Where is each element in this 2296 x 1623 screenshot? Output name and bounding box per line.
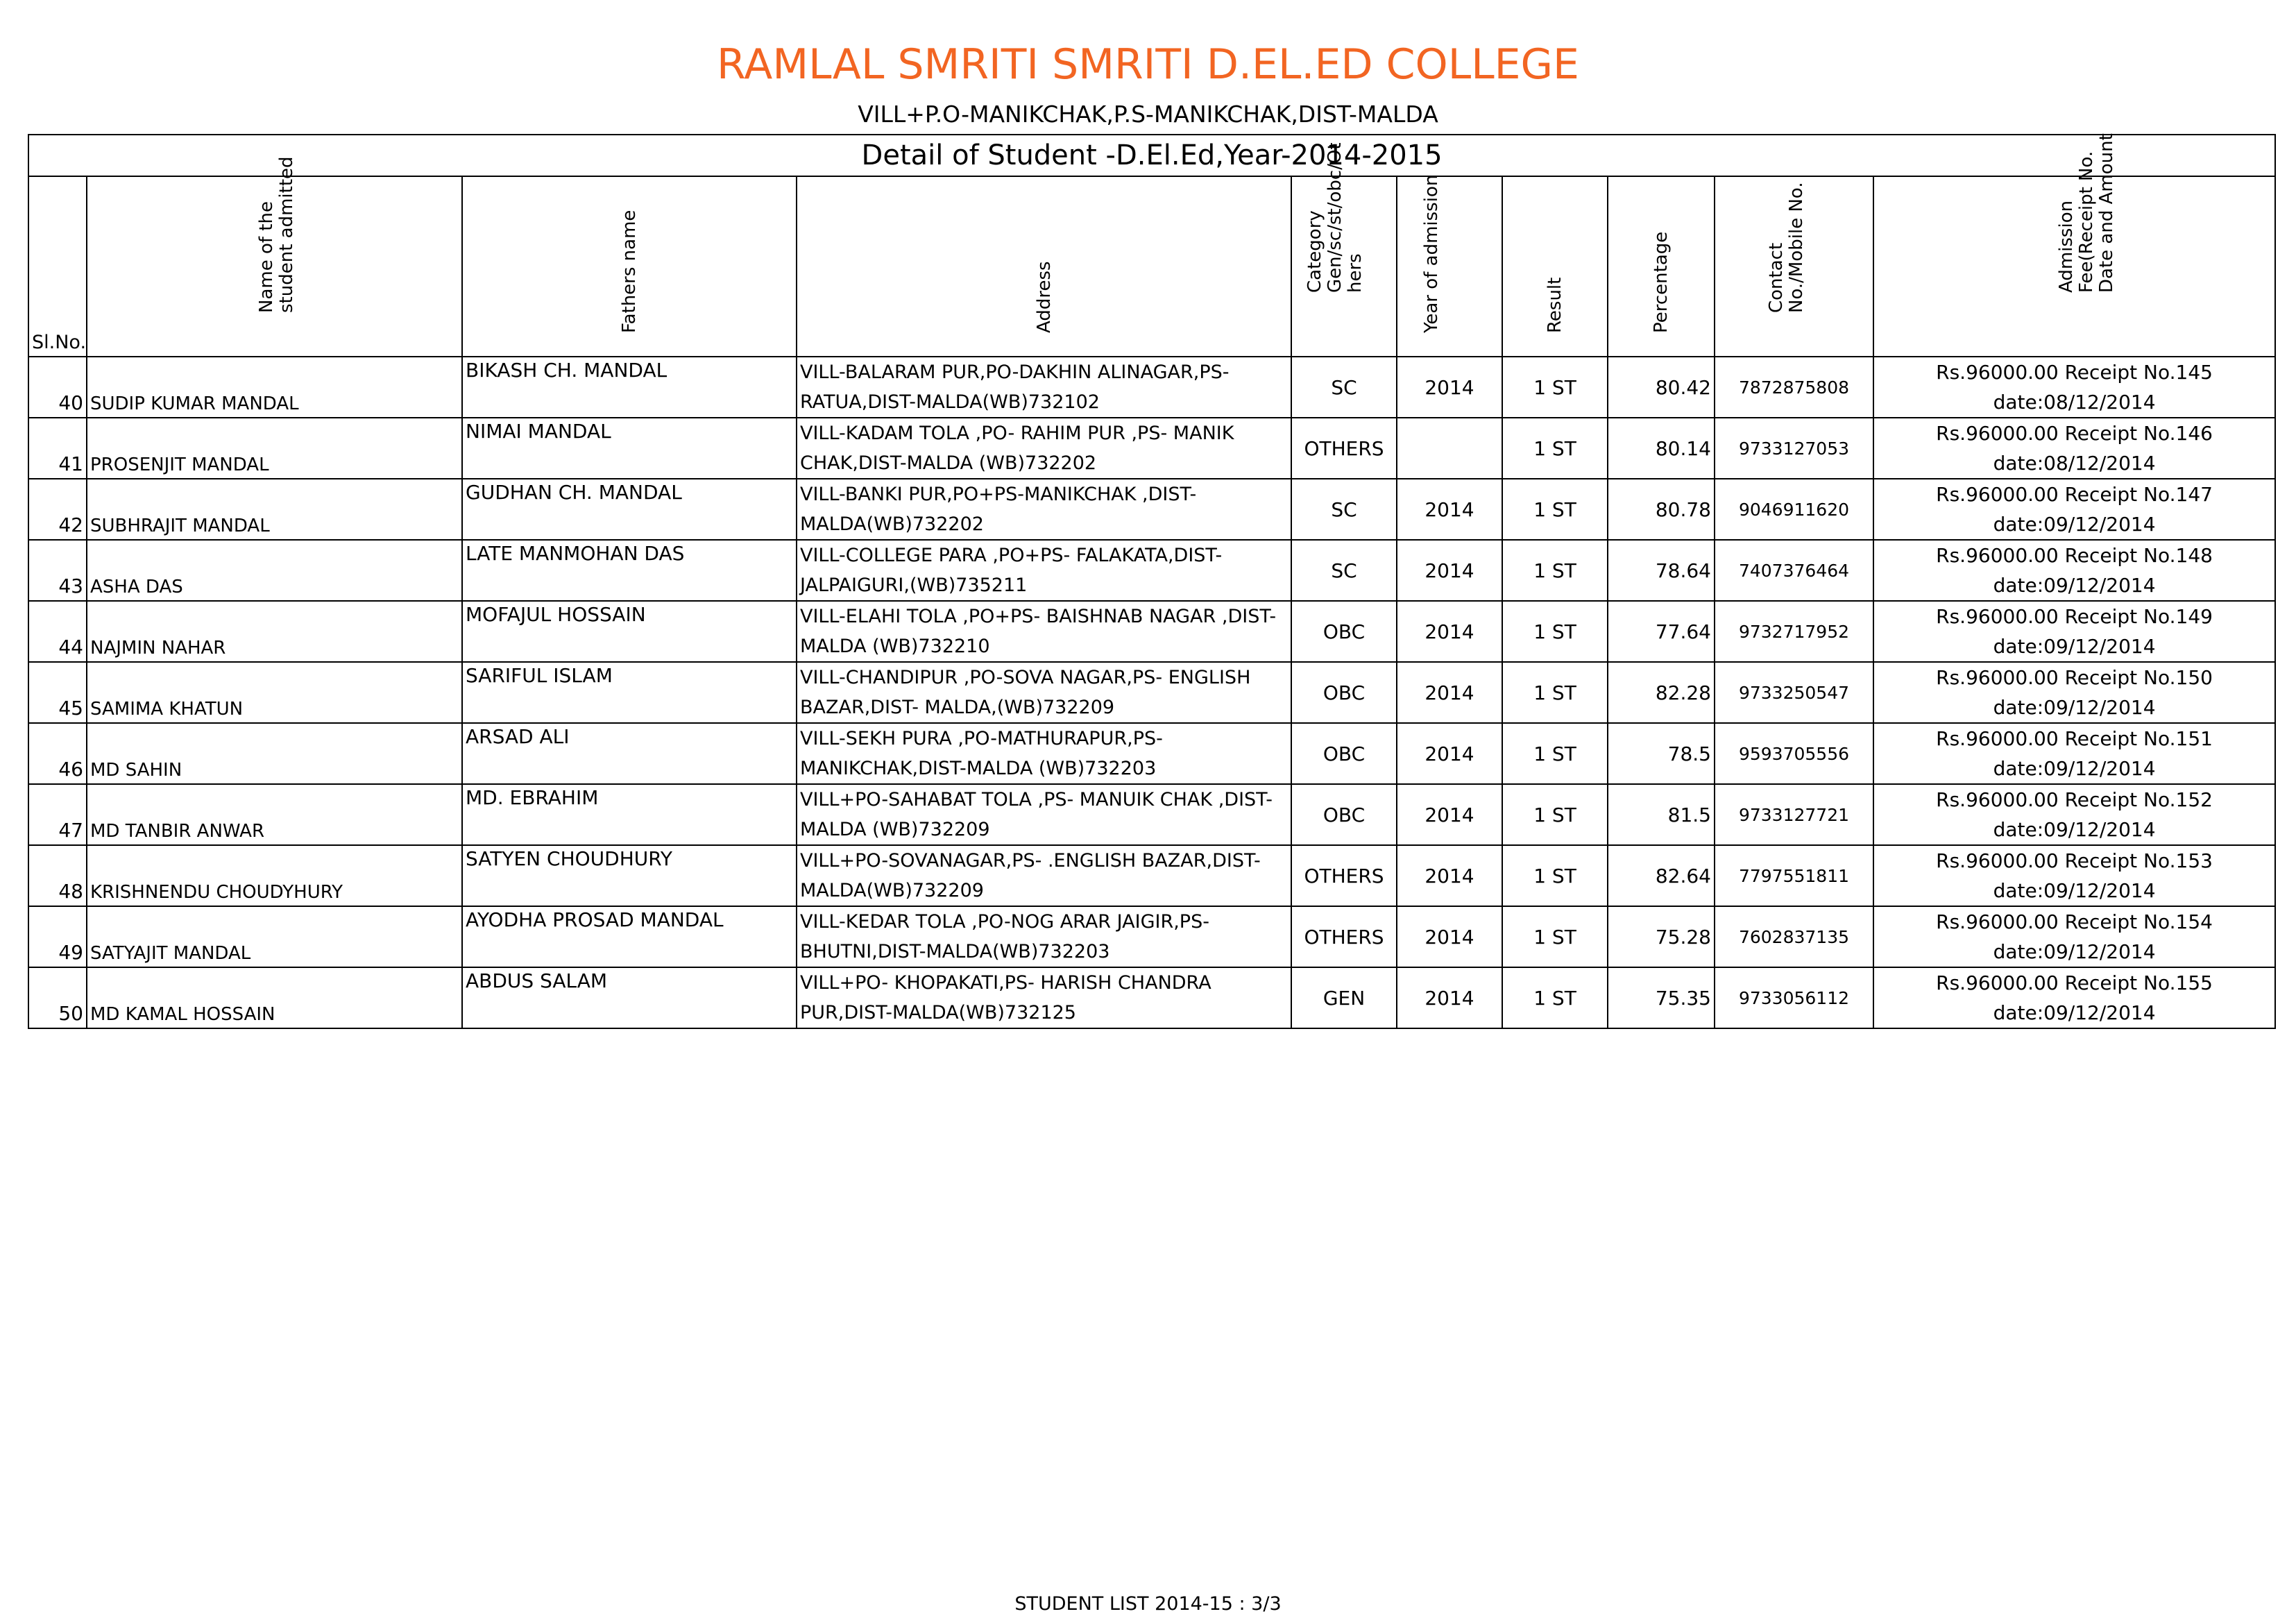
cell-category — [1291, 357, 1397, 418]
cell-category-text: OBC — [1323, 620, 1366, 643]
cell-father — [462, 357, 797, 418]
cell-percentage — [1608, 479, 1715, 540]
cell-result — [1502, 601, 1608, 662]
cell-year — [1397, 906, 1502, 967]
table-row — [28, 418, 2275, 479]
cell-percentage — [1608, 906, 1715, 967]
cell-result — [1502, 967, 1608, 1028]
cell-year — [1397, 540, 1502, 601]
cell-result-text: 1 ST — [1533, 436, 1576, 460]
cell-father — [462, 418, 797, 479]
cell-category-text: SC — [1331, 559, 1357, 582]
col-header-year-label: Year of admission — [1421, 174, 1442, 333]
cell-percentage-text: 80.78 — [1655, 498, 1711, 521]
cell-address — [797, 479, 1291, 540]
table-row — [28, 845, 2275, 906]
cell-year-text: 2014 — [1425, 925, 1474, 949]
cell-fee2-text: date:09/12/2014 — [1993, 635, 2156, 658]
cell-name-text: SUDIP KUMAR MANDAL — [90, 393, 299, 414]
cell-contact-text: 9593705556 — [1738, 743, 1850, 764]
cell-name — [87, 845, 462, 906]
cell-addr2-text: BAZAR,DIST- MALDA,(WB)732209 — [800, 697, 1115, 718]
cell-father-text: ABDUS SALAM — [466, 969, 608, 992]
cell-address — [797, 784, 1291, 845]
cell-father — [462, 662, 797, 723]
cell-contact — [1715, 723, 1873, 784]
cell-fee1-text: Rs.96000.00 Receipt No.148 — [1936, 544, 2213, 567]
cell-sl-text: 41 — [58, 452, 83, 475]
cell-fee — [1873, 357, 2275, 418]
cell-result-text: 1 ST — [1533, 375, 1576, 399]
cell-name-text: NAJMIN NAHAR — [90, 638, 226, 658]
cell-address — [797, 662, 1291, 723]
cell-sl — [28, 906, 87, 967]
student-table — [28, 134, 2276, 1029]
cell-result-text: 1 ST — [1533, 620, 1576, 643]
cell-contact — [1715, 662, 1873, 723]
cell-fee1-text: Rs.96000.00 Receipt No.151 — [1936, 727, 2213, 750]
cell-sl-text: 47 — [58, 819, 83, 842]
col-header-percentage — [1608, 176, 1715, 357]
cell-result — [1502, 845, 1608, 906]
cell-fee — [1873, 906, 2275, 967]
cell-fee — [1873, 479, 2275, 540]
cell-addr2-text: MALDA(WB)732202 — [800, 513, 984, 535]
cell-father-text: NIMAI MANDAL — [466, 420, 611, 443]
cell-address — [797, 540, 1291, 601]
cell-name — [87, 357, 462, 418]
cell-sl — [28, 418, 87, 479]
cell-contact — [1715, 540, 1873, 601]
cell-name — [87, 723, 462, 784]
cell-father-text: SARIFUL ISLAM — [466, 664, 613, 687]
cell-contact-text: 9733127721 — [1738, 804, 1850, 825]
cell-sl-text: 46 — [58, 758, 83, 781]
cell-address — [797, 845, 1291, 906]
cell-fee1-text: Rs.96000.00 Receipt No.146 — [1936, 422, 2213, 445]
cell-father-text: MOFAJUL HOSSAIN — [466, 603, 646, 626]
cell-name — [87, 418, 462, 479]
col-header-father-label: Fathers name — [619, 210, 640, 333]
col-header-sl — [28, 176, 87, 357]
cell-category — [1291, 540, 1397, 601]
cell-addr2-text: MALDA(WB)732209 — [800, 880, 984, 901]
cell-father — [462, 967, 797, 1028]
cell-name-text: SATYAJIT MANDAL — [90, 943, 251, 964]
college-title: RAMLAL SMRITI SMRITI D.EL.ED COLLEGE — [717, 40, 1579, 89]
col-header-year — [1397, 176, 1502, 357]
cell-sl-text: 43 — [58, 575, 83, 597]
cell-fee1-text: Rs.96000.00 Receipt No.145 — [1936, 361, 2213, 384]
page-footer: STUDENT LIST 2014-15 : 3/3 — [1014, 1593, 1282, 1615]
cell-year-text: 2014 — [1425, 986, 1474, 1010]
cell-addr1-text: VILL+PO-SOVANAGAR,PS- .ENGLISH BAZAR,DIST- — [800, 850, 1261, 872]
cell-name-text: ASHA DAS — [90, 577, 183, 597]
cell-percentage — [1608, 845, 1715, 906]
col-header-percentage-label: Percentage — [1651, 231, 1672, 333]
cell-address — [797, 601, 1291, 662]
cell-fee1-text: Rs.96000.00 Receipt No.147 — [1936, 483, 2213, 506]
cell-name-text: MD SAHIN — [90, 760, 182, 781]
cell-sl-text: 44 — [58, 636, 83, 658]
cell-contact — [1715, 906, 1873, 967]
cell-contact — [1715, 601, 1873, 662]
cell-percentage-text: 75.28 — [1655, 925, 1711, 949]
cell-year-text: 2014 — [1425, 864, 1474, 887]
cell-sl-text: 48 — [58, 880, 83, 903]
cell-sl-text: 42 — [58, 513, 83, 536]
cell-year — [1397, 967, 1502, 1028]
college-address: VILL+P.O-MANIKCHAK,P.S-MANIKCHAK,DIST-MALDA — [858, 101, 1438, 128]
cell-category — [1291, 418, 1397, 479]
col-header-address — [797, 176, 1291, 357]
cell-category — [1291, 906, 1397, 967]
cell-result-text: 1 ST — [1533, 498, 1576, 521]
cell-percentage-text: 75.35 — [1655, 986, 1711, 1010]
cell-fee2-text: date:09/12/2014 — [1993, 757, 2156, 780]
cell-fee — [1873, 845, 2275, 906]
cell-category-text: OTHERS — [1304, 925, 1384, 949]
cell-addr2-text: MALDA (WB)732209 — [800, 819, 990, 840]
cell-fee2-text: date:09/12/2014 — [1993, 513, 2156, 536]
cell-result-text: 1 ST — [1533, 742, 1576, 765]
cell-category — [1291, 601, 1397, 662]
cell-name — [87, 662, 462, 723]
cell-name-text: SAMIMA KHATUN — [90, 699, 244, 720]
cell-addr2-text: BHUTNI,DIST-MALDA(WB)732203 — [800, 941, 1110, 962]
cell-fee — [1873, 723, 2275, 784]
cell-fee2-text: date:08/12/2014 — [1993, 391, 2156, 414]
cell-name — [87, 784, 462, 845]
cell-category — [1291, 662, 1397, 723]
cell-addr1-text: VILL-ELAHI TOLA ,PO+PS- BAISHNAB NAGAR ,DIST- — [800, 606, 1277, 627]
table-title: Detail of Student -D.El.Ed,Year-2014-2015 — [28, 135, 2275, 176]
cell-father — [462, 784, 797, 845]
cell-result — [1502, 418, 1608, 479]
cell-name-text: SUBHRAJIT MANDAL — [90, 516, 270, 536]
cell-result — [1502, 357, 1608, 418]
cell-category-text: GEN — [1323, 986, 1366, 1010]
table-row — [28, 662, 2275, 723]
cell-addr1-text: VILL-SEKH PURA ,PO-MATHURAPUR,PS- — [800, 728, 1163, 749]
cell-contact-text: 9733056112 — [1738, 987, 1850, 1008]
cell-result — [1502, 662, 1608, 723]
cell-result-text: 1 ST — [1533, 925, 1576, 949]
cell-fee — [1873, 601, 2275, 662]
cell-contact — [1715, 357, 1873, 418]
cell-father — [462, 845, 797, 906]
cell-contact — [1715, 845, 1873, 906]
cell-sl — [28, 357, 87, 418]
col-header-category-label: Category Gen/sc/st/obc/Ot hers — [1304, 142, 1366, 293]
table-row — [28, 479, 2275, 540]
cell-father — [462, 479, 797, 540]
cell-addr2-text: CHAK,DIST-MALDA (WB)732202 — [800, 452, 1097, 474]
cell-sl — [28, 784, 87, 845]
cell-result-text: 1 ST — [1533, 986, 1576, 1010]
cell-address — [797, 723, 1291, 784]
cell-addr2-text: MALDA (WB)732210 — [800, 636, 990, 657]
cell-percentage-text: 77.64 — [1655, 620, 1711, 643]
cell-sl-text: 50 — [58, 1002, 83, 1025]
cell-addr1-text: VILL+PO- KHOPAKATI,PS- HARISH CHANDRA — [800, 972, 1211, 994]
cell-year — [1397, 662, 1502, 723]
table-row — [28, 784, 2275, 845]
cell-name — [87, 540, 462, 601]
col-header-address-label: Address — [1033, 261, 1055, 333]
cell-contact — [1715, 479, 1873, 540]
cell-address — [797, 967, 1291, 1028]
table-row — [28, 601, 2275, 662]
cell-year-text: 2014 — [1425, 498, 1474, 521]
cell-fee2-text: date:09/12/2014 — [1993, 940, 2156, 963]
table-row — [28, 967, 2275, 1028]
cell-category — [1291, 967, 1397, 1028]
cell-addr1-text: VILL-KADAM TOLA ,PO- RAHIM PUR ,PS- MANIK — [800, 423, 1234, 444]
cell-result-text: 1 ST — [1533, 681, 1576, 704]
col-header-father — [462, 176, 797, 357]
col-header-result — [1502, 176, 1608, 357]
table-row — [28, 540, 2275, 601]
cell-address — [797, 357, 1291, 418]
cell-address — [797, 418, 1291, 479]
cell-result — [1502, 723, 1608, 784]
cell-category-text: OBC — [1323, 742, 1366, 765]
table-body — [28, 357, 2275, 1028]
cell-sl-text: 45 — [58, 697, 83, 720]
cell-name — [87, 967, 462, 1028]
table-row — [28, 906, 2275, 967]
cell-name — [87, 601, 462, 662]
cell-year — [1397, 418, 1502, 479]
cell-name-text: KRISHNENDU CHOUDYHURY — [90, 882, 343, 903]
cell-category-text: SC — [1331, 375, 1357, 399]
cell-year-text: 2014 — [1425, 803, 1474, 826]
cell-sl-text: 40 — [58, 391, 83, 414]
cell-year — [1397, 479, 1502, 540]
cell-addr1-text: VILL-CHANDIPUR ,PO-SOVA NAGAR,PS- ENGLISH — [800, 667, 1251, 688]
cell-fee1-text: Rs.96000.00 Receipt No.150 — [1936, 666, 2213, 689]
col-header-name — [87, 156, 462, 357]
cell-year-text: 2014 — [1425, 681, 1474, 704]
cell-sl — [28, 601, 87, 662]
cell-name-text: PROSENJIT MANDAL — [90, 454, 269, 475]
cell-percentage — [1608, 784, 1715, 845]
cell-percentage — [1608, 418, 1715, 479]
cell-fee2-text: date:09/12/2014 — [1993, 879, 2156, 902]
cell-category — [1291, 479, 1397, 540]
cell-result — [1502, 479, 1608, 540]
cell-contact-text: 9733250547 — [1738, 682, 1850, 703]
cell-addr1-text: VILL-BANKI PUR,PO+PS-MANIKCHAK ,DIST- — [800, 484, 1197, 505]
cell-name — [87, 906, 462, 967]
cell-contact-text: 7602837135 — [1738, 926, 1850, 947]
col-header-category — [1291, 142, 1397, 357]
cell-father — [462, 906, 797, 967]
cell-father-text: LATE MANMOHAN DAS — [466, 542, 685, 565]
cell-result-text: 1 ST — [1533, 803, 1576, 826]
cell-percentage — [1608, 723, 1715, 784]
cell-category-text: OTHERS — [1304, 436, 1384, 460]
cell-fee1-text: Rs.96000.00 Receipt No.149 — [1936, 605, 2213, 628]
cell-result — [1502, 906, 1608, 967]
cell-addr2-text: MANIKCHAK,DIST-MALDA (WB)732203 — [800, 758, 1157, 779]
cell-year-text: 2014 — [1425, 559, 1474, 582]
cell-percentage-text: 78.5 — [1667, 742, 1711, 765]
cell-father — [462, 540, 797, 601]
cell-name — [87, 479, 462, 540]
cell-name-text: MD TANBIR ANWAR — [90, 821, 265, 842]
table-header-row — [28, 176, 2275, 357]
cell-result-text: 1 ST — [1533, 559, 1576, 582]
cell-category-text: OBC — [1323, 803, 1366, 826]
cell-addr2-text: PUR,DIST-MALDA(WB)732125 — [800, 1002, 1076, 1023]
cell-percentage-text: 80.42 — [1655, 375, 1711, 399]
cell-year — [1397, 357, 1502, 418]
cell-sl — [28, 479, 87, 540]
cell-category — [1291, 845, 1397, 906]
cell-percentage-text: 80.14 — [1655, 436, 1711, 460]
cell-addr1-text: VILL-COLLEGE PARA ,PO+PS- FALAKATA,DIST- — [800, 545, 1223, 566]
cell-percentage-text: 82.64 — [1655, 864, 1711, 887]
cell-result — [1502, 540, 1608, 601]
table-row — [28, 357, 2275, 418]
cell-fee — [1873, 662, 2275, 723]
cell-sl — [28, 662, 87, 723]
cell-category-text: OBC — [1323, 681, 1366, 704]
cell-fee2-text: date:09/12/2014 — [1993, 818, 2156, 841]
cell-father-text: ARSAD ALI — [466, 725, 570, 748]
col-header-contact-label: Contact No./Mobile No. — [1765, 182, 1807, 313]
cell-contact-text: 9732717952 — [1738, 621, 1850, 642]
cell-father-text: GUDHAN CH. MANDAL — [466, 481, 682, 504]
cell-addr1-text: VILL-KEDAR TOLA ,PO-NOG ARAR JAIGIR,PS- — [800, 911, 1209, 933]
cell-fee1-text: Rs.96000.00 Receipt No.153 — [1936, 849, 2213, 872]
cell-fee1-text: Rs.96000.00 Receipt No.154 — [1936, 910, 2213, 933]
cell-addr2-text: JALPAIGURI,(WB)735211 — [800, 575, 1028, 596]
table-row — [28, 723, 2275, 784]
col-header-name-label: Name of the student admitted — [255, 156, 297, 313]
cell-sl — [28, 723, 87, 784]
cell-percentage — [1608, 662, 1715, 723]
cell-percentage-text: 78.64 — [1655, 559, 1711, 582]
cell-contact-text: 7797551811 — [1738, 865, 1850, 886]
cell-percentage-text: 81.5 — [1667, 803, 1711, 826]
cell-fee1-text: Rs.96000.00 Receipt No.152 — [1936, 788, 2213, 811]
cell-fee2-text: date:09/12/2014 — [1993, 1001, 2156, 1024]
cell-address — [797, 906, 1291, 967]
cell-category-text: SC — [1331, 498, 1357, 521]
cell-fee — [1873, 967, 2275, 1028]
cell-year-text: 2014 — [1425, 620, 1474, 643]
col-header-result-label: Result — [1545, 277, 1565, 333]
cell-contact-text: 9733127053 — [1738, 438, 1850, 459]
cell-father-text: MD. EBRAHIM — [466, 786, 599, 809]
cell-category — [1291, 723, 1397, 784]
cell-contact-text: 7407376464 — [1738, 560, 1850, 581]
cell-percentage — [1608, 967, 1715, 1028]
cell-contact-text: 9046911620 — [1738, 499, 1850, 520]
cell-year — [1397, 784, 1502, 845]
cell-fee1-text: Rs.96000.00 Receipt No.155 — [1936, 971, 2213, 994]
cell-result-text: 1 ST — [1533, 864, 1576, 887]
cell-sl — [28, 967, 87, 1028]
cell-year — [1397, 601, 1502, 662]
cell-category — [1291, 784, 1397, 845]
cell-sl — [28, 845, 87, 906]
cell-addr1-text: VILL+PO-SAHABAT TOLA ,PS- MANUIK CHAK ,DIST- — [800, 789, 1273, 810]
cell-addr2-text: RATUA,DIST-MALDA(WB)732102 — [800, 391, 1100, 413]
cell-father-text: SATYEN CHOUDHURY — [466, 847, 673, 870]
cell-name-text: MD KAMAL HOSSAIN — [90, 1004, 275, 1025]
cell-contact — [1715, 967, 1873, 1028]
cell-year — [1397, 723, 1502, 784]
cell-addr1-text: VILL-BALARAM PUR,PO-DAKHIN ALINAGAR,PS- — [800, 362, 1230, 383]
cell-fee — [1873, 784, 2275, 845]
cell-percentage-text: 82.28 — [1655, 681, 1711, 704]
cell-fee2-text: date:09/12/2014 — [1993, 574, 2156, 597]
cell-sl-text: 49 — [58, 941, 83, 964]
cell-year-text: 2014 — [1425, 742, 1474, 765]
col-header-contact — [1715, 176, 1873, 357]
cell-percentage — [1608, 540, 1715, 601]
cell-year — [1397, 845, 1502, 906]
cell-father — [462, 601, 797, 662]
cell-father-text: BIKASH CH. MANDAL — [466, 359, 667, 382]
cell-fee2-text: date:08/12/2014 — [1993, 452, 2156, 475]
cell-year-text: 2014 — [1425, 375, 1474, 399]
col-header-fee-label: Admission Fee(Receipt No. Date and Amount — [2055, 133, 2117, 293]
col-header-fee — [1873, 133, 2275, 357]
cell-father-text: AYODHA PROSAD MANDAL — [466, 908, 724, 931]
cell-fee — [1873, 418, 2275, 479]
cell-fee2-text: date:09/12/2014 — [1993, 696, 2156, 719]
cell-contact-text: 7872875808 — [1738, 377, 1850, 398]
cell-result — [1502, 784, 1608, 845]
cell-percentage — [1608, 601, 1715, 662]
cell-contact — [1715, 784, 1873, 845]
cell-father — [462, 723, 797, 784]
cell-percentage — [1608, 357, 1715, 418]
cell-fee — [1873, 540, 2275, 601]
col-header-sl-label: Sl.No. — [32, 332, 87, 353]
cell-category-text: OTHERS — [1304, 864, 1384, 887]
cell-sl — [28, 540, 87, 601]
cell-contact — [1715, 418, 1873, 479]
